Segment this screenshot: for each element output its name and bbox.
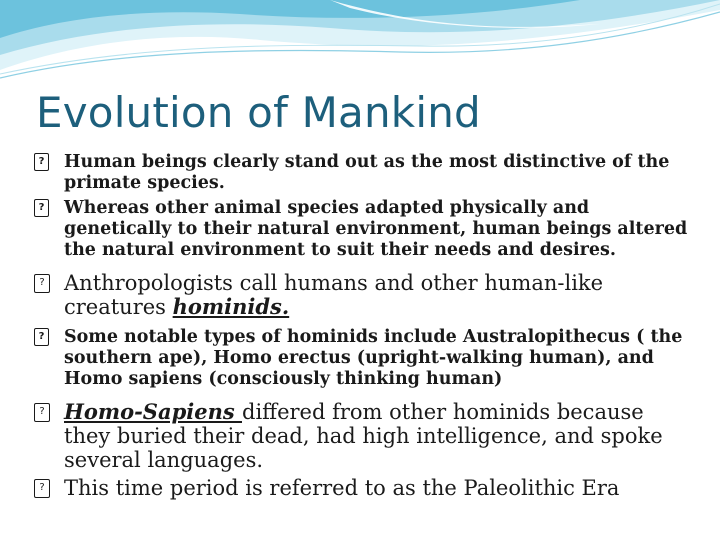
- bullet-text: Whereas other animal species adapted physically and genetically to their natural environment, human beings altered the natural environment to suit their needs and desires.: [64, 198, 688, 260]
- bullet-box-icon: ?: [34, 153, 49, 171]
- bullet-box-icon: ?: [34, 199, 49, 217]
- bullet-text: differed from other hominids because they buried their dead, had high intelligence, and spoke several languages.: [64, 400, 663, 472]
- bullet-text: Some notable types of hominids include Australopithecus ( the southern ape), Homo erectus (upright-walking human), and Homo sapiens (consciously thinking human): [64, 327, 683, 389]
- bullet-text: Anthropologists call humans and other human-like creatures: [64, 271, 604, 319]
- list-item: [34, 400, 694, 472]
- term-homo-sapiens: Homo-Sapiens: [64, 399, 242, 424]
- bullet-list: [34, 152, 694, 500]
- bullet-text: This time period is referred to as the Paleolithic Era: [64, 476, 620, 500]
- list-item: [34, 198, 694, 261]
- list-item: [34, 271, 694, 319]
- list-item: [34, 152, 694, 194]
- list-item: [34, 327, 694, 390]
- slide-title: Evolution of Mankind: [36, 88, 481, 137]
- term-hominids: hominids.: [172, 294, 290, 319]
- bullet-box-icon: ?: [34, 274, 50, 293]
- bullet-text: Human beings clearly stand out as the most distinctive of the primate species.: [64, 152, 670, 193]
- bullet-box-icon: ?: [34, 328, 49, 346]
- bullet-box-icon: ?: [34, 403, 50, 422]
- bullet-box-icon: ?: [34, 479, 50, 498]
- decorative-wave-header: [0, 0, 720, 90]
- list-item: [34, 476, 694, 500]
